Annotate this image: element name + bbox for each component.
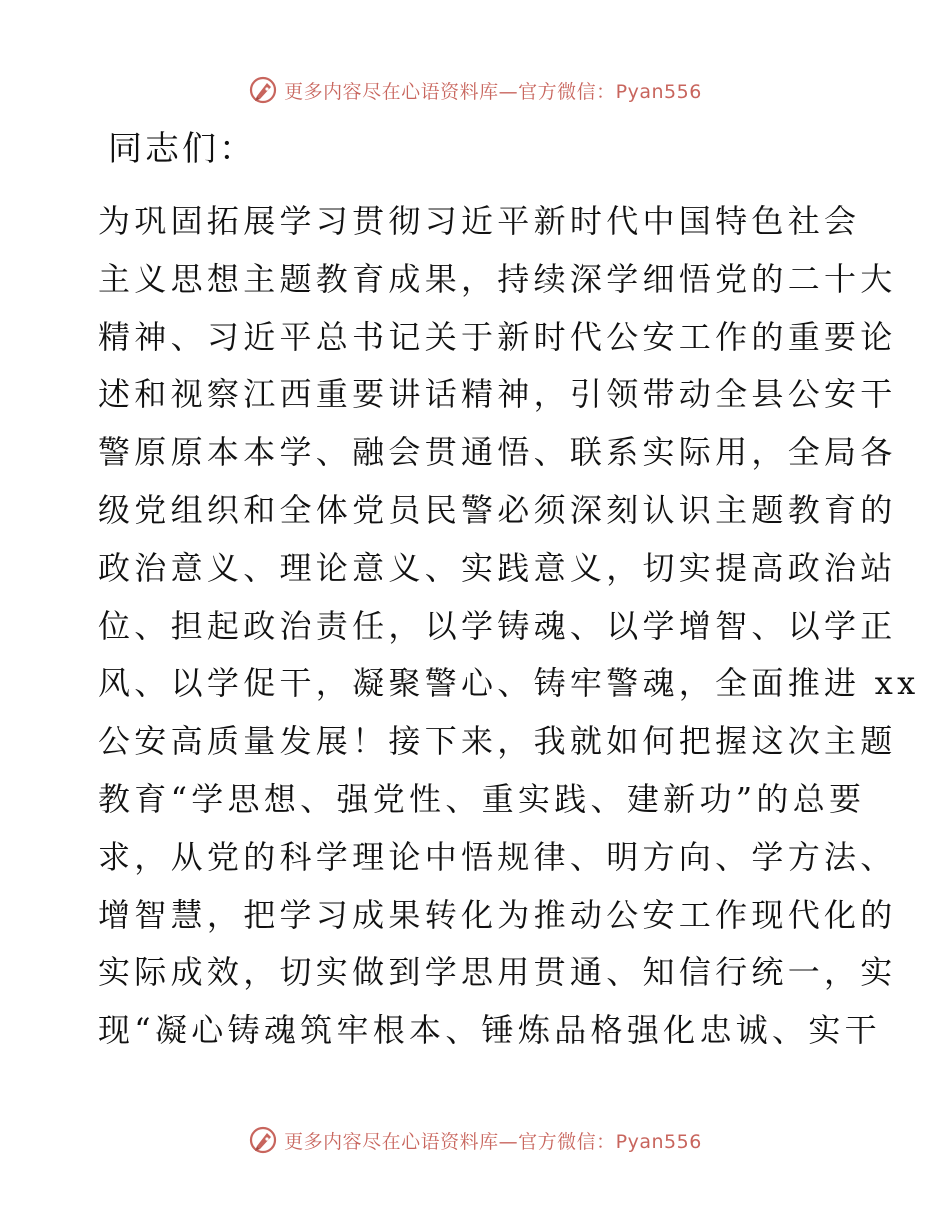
pen-nib-logo-icon — [248, 75, 278, 105]
paragraph-line: 级党组织和全体党员民警必须深刻认识主题教育的 — [98, 490, 897, 529]
header-banner — [0, 72, 950, 108]
footer-banner-text: 更多内容尽在心语资料库—官方微信：Pyan556 — [284, 1130, 702, 1153]
paragraph-line: 警原原本本学、融会贯通悟、联系实际用，全局各 — [98, 433, 897, 472]
header-banner-text: 更多内容尽在心语资料库—官方微信：Pyan556 — [284, 80, 702, 103]
paragraph-line: 现“凝心铸魂筑牢根本、锤炼品格强化忠诚、实干 — [98, 1011, 881, 1050]
paragraph-line: 为巩固拓展学习贯彻习近平新时代中国特色社会 — [98, 202, 861, 240]
paragraph-line: 实际成效，切实做到学思用贯通、知信行统一，实 — [98, 953, 897, 992]
paragraph-line: 教育“学思想、强党性、重实践、建新功”的总要 — [98, 779, 866, 818]
paragraph-line: 精神、习近平总书记关于新时代公安工作的重要论 — [98, 317, 897, 356]
footer-banner — [0, 1122, 950, 1158]
pen-nib-logo-icon — [248, 1125, 278, 1155]
paragraph-line: 风、以学促干，凝聚警心、铸牢警魂，全面推进 xx — [98, 664, 920, 703]
paragraph-line: 求，从党的科学理论中悟规律、明方向、学方法、 — [98, 837, 897, 876]
paragraph-line: 公安高质量发展！接下来，我就如何把握这次主题 — [98, 722, 897, 761]
paragraph-line: 位、担起政治责任，以学铸魂、以学增智、以学正 — [98, 606, 897, 645]
document-body — [98, 193, 919, 1060]
paragraph-line: 述和视察江西重要讲话精神，引领带动全县公安干 — [98, 375, 897, 414]
paragraph-line: 主义思想主题教育成果，持续深学细悟党的二十大 — [98, 259, 897, 298]
salutation: 同志们： — [108, 129, 256, 169]
paragraph-line: 增智慧，把学习成果转化为推动公安工作现代化的 — [98, 895, 897, 934]
paragraph-line: 政治意义、理论意义、实践意义，切实提高政治站 — [98, 548, 897, 587]
